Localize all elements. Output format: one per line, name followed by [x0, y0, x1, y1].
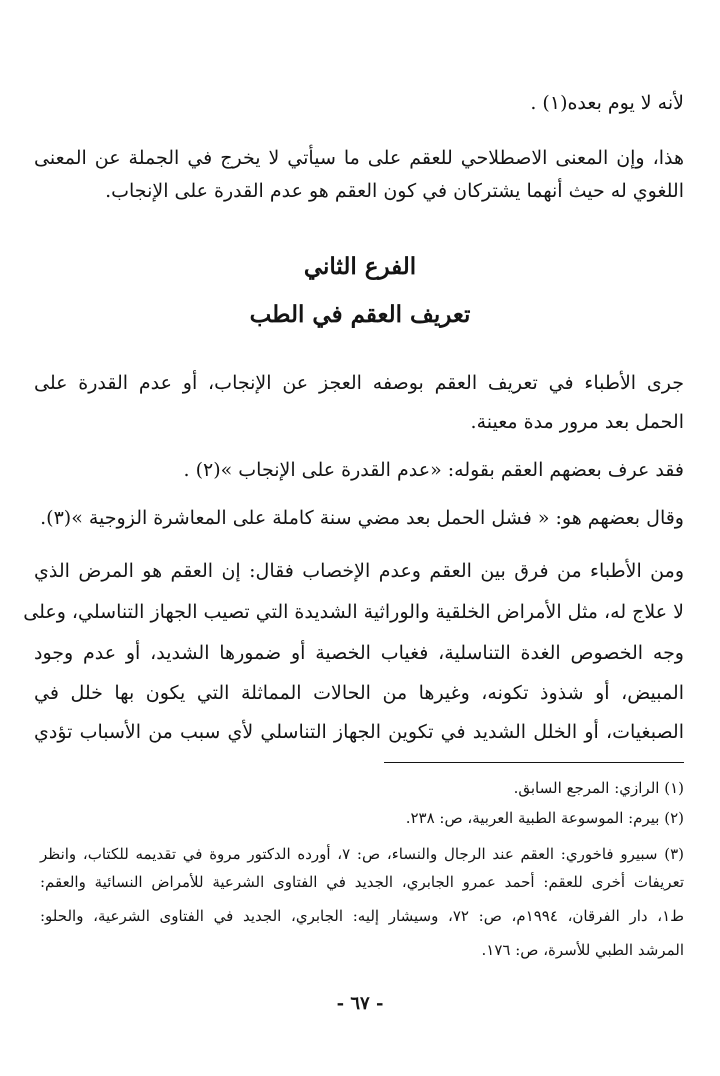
- footnote: (١) الرازي: المرجع السابق.: [513, 779, 684, 797]
- paragraph-line: وقال بعضهم هو: « فشل الحمل بعد مضي سنة كاملة على المعاشرة الزوجية »(٣).: [40, 507, 684, 529]
- paragraph-line: ومن الأطباء من فرق بين العقم وعدم الإخصاب فقال: إن العقم هو المرض الذي: [34, 560, 684, 582]
- footnote: (٢) بيرم: الموسوعة الطبية العربية، ص: ٢٣٨.: [405, 809, 684, 827]
- paragraph-line: جرى الأطباء في تعريف العقم بوصفه العجز عن الإنجاب، أو عدم القدرة على: [34, 372, 684, 394]
- footnote: (٣) سبيرو فاخوري: العقم عند الرجال والنساء، ص: ٧، أورده الدكتور مروة في تقديمه للكتاب، وانظر: [40, 845, 684, 863]
- footnote: تعريفات أخرى للعقم: أحمد عمرو الجابري، الجديد في الفتاوى الشرعية للأمراض النسائية والعقم:: [40, 873, 684, 891]
- section-subheading: تعريف العقم في الطب: [249, 301, 471, 328]
- body-line: لأنه لا يوم بعده(١) .: [530, 92, 684, 114]
- paragraph-line: لا علاج له، مثل الأمراض الخلقية والوراثية الشديدة التي تصيب الجهاز التناسلي، وعلى: [23, 601, 684, 623]
- paragraph-line: الحمل بعد مرور مدة معينة.: [470, 411, 684, 433]
- body-line: اللغوي له حيث أنهما يشتركان في كون العقم هو عدم القدرة على الإنجاب.: [105, 180, 684, 202]
- paragraph-line: المبيض، أو شذوذ تكونه، وغيرها من الحالات المماثلة التي يكون بها خلل في: [34, 682, 684, 704]
- footnote: ط١، دار الفرقان، ١٩٩٤م، ص: ٧٢، وسيشار إليه: الجابري، الجديد في الفتاوى الشرعية، والحلو:: [40, 907, 685, 925]
- paragraph-line: وجه الخصوص الغدة التناسلية، فغياب الخصية أو ضمورها الشديد، أو عدم وجود: [34, 642, 684, 664]
- section-heading: الفرع الثاني: [303, 253, 417, 280]
- page-number: - ٦٧ -: [336, 993, 384, 1014]
- body-line: هذا، وإن المعنى الاصطلاحي للعقم على ما سيأتي لا يخرج في الجملة عن المعنى: [34, 147, 684, 169]
- footnote: المرشد الطبي للأسرة، ص: ١٧٦.: [481, 941, 684, 959]
- footnote-separator: [384, 762, 684, 763]
- paragraph-line: الصبغيات، أو الخلل الشديد في تكوين الجهاز التناسلي لأي سبب من الأسباب تؤدي: [34, 721, 684, 743]
- paragraph-line: فقد عرف بعضهم العقم بقوله: «عدم القدرة على الإنجاب »(٢) .: [183, 459, 684, 481]
